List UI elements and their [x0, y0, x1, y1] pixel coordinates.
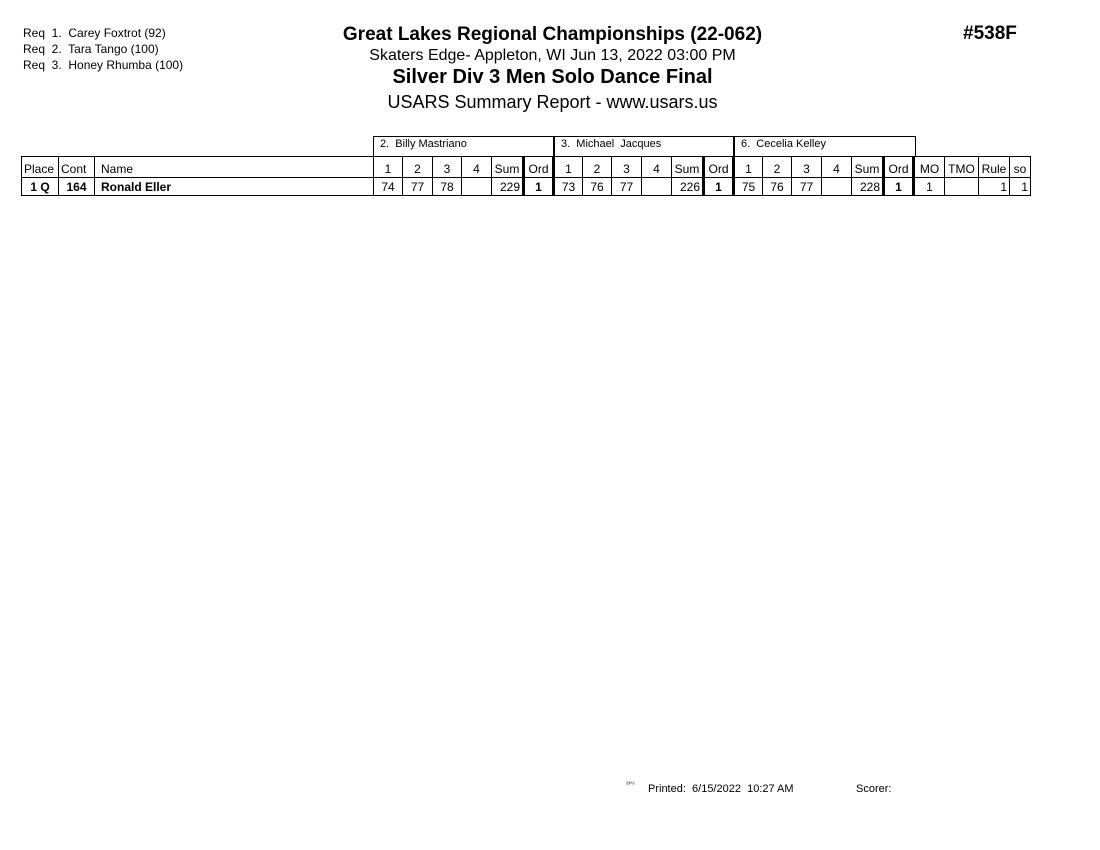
judge-header-3: 6. Cecelia Kelley: [734, 136, 916, 156]
j2-sum: 226: [672, 178, 704, 196]
col-j3-sum: Sum: [852, 157, 884, 178]
skater-name-cell: Ronald Eller: [95, 178, 374, 196]
j3-score-4: [822, 178, 852, 196]
col-tmo: TMO: [945, 157, 979, 178]
j2-score-2: 76: [583, 178, 612, 196]
place-cell: 1 Q: [22, 178, 59, 196]
col-j2-s1: 1: [554, 157, 583, 178]
judge-header-1: 2. Billy Mastriano: [373, 136, 554, 156]
col-j1-sum: Sum: [492, 157, 524, 178]
division-title: Silver Div 3 Men Solo Dance Final: [392, 66, 713, 88]
table-header-row: [22, 157, 1031, 178]
col-name: Name: [95, 157, 374, 178]
j1-score-2: 77: [403, 178, 433, 196]
col-rule: Rule: [979, 157, 1010, 178]
col-cont: Cont: [59, 157, 95, 178]
col-j3-s3: 3: [792, 157, 822, 178]
venue-date: Skaters Edge- Appleton, WI Jun 13, 2022 03:00 PM: [369, 47, 736, 64]
col-j1-s1: 1: [374, 157, 403, 178]
col-j3-s1: 1: [734, 157, 763, 178]
results-table: [21, 156, 1031, 196]
j3-score-1: 75: [734, 178, 763, 196]
col-place: Place: [22, 157, 59, 178]
scorer-label: Scorer:: [856, 783, 892, 795]
printed-timestamp: Printed: 6/15/2022 10:27 AM: [648, 783, 794, 795]
j3-sum: 228: [852, 178, 884, 196]
col-j1-s3: 3: [433, 157, 462, 178]
j2-ordinal: 1: [704, 178, 734, 196]
j3-ordinal: 1: [884, 178, 914, 196]
contestant-number-cell: 164: [59, 178, 95, 196]
col-j2-s4: 4: [642, 157, 672, 178]
rule-cell: 1: [979, 178, 1010, 196]
j1-sum: 229: [492, 178, 524, 196]
col-j3-s4: 4: [822, 157, 852, 178]
footer-code: ²³°³: [626, 782, 635, 788]
col-j2-s3: 3: [612, 157, 642, 178]
so-cell: 1: [1010, 178, 1031, 196]
required-element-2: Req 2. Tara Tango (100): [23, 42, 159, 56]
col-j1-s2: 2: [403, 157, 433, 178]
j1-score-1: 74: [374, 178, 403, 196]
document-id: #538F: [963, 23, 1017, 44]
table-row: [22, 178, 1031, 196]
report-header: [290, 23, 815, 114]
col-j2-ord: Ord: [704, 157, 734, 178]
col-j3-ord: Ord: [884, 157, 914, 178]
j3-score-3: 77: [792, 178, 822, 196]
col-mo: MO: [914, 157, 945, 178]
required-elements-list: [23, 25, 183, 73]
j2-score-3: 77: [612, 178, 642, 196]
j2-score-1: 73: [554, 178, 583, 196]
tmo-cell: [945, 178, 979, 196]
col-j1-s4: 4: [462, 157, 492, 178]
j1-score-3: 78: [433, 178, 462, 196]
j2-score-4: [642, 178, 672, 196]
col-j1-ord: Ord: [524, 157, 554, 178]
col-j2-s2: 2: [583, 157, 612, 178]
col-j3-s2: 2: [763, 157, 792, 178]
report-title: USARS Summary Report - www.usars.us: [387, 92, 718, 112]
j3-score-2: 76: [763, 178, 792, 196]
required-element-3: Req 3. Honey Rhumba (100): [23, 58, 184, 72]
j1-score-4: [462, 178, 492, 196]
col-so: so: [1010, 157, 1031, 178]
judge-header-2: 3. Michael Jacques: [554, 136, 734, 156]
mo-cell: 1: [914, 178, 945, 196]
col-j2-sum: Sum: [672, 157, 704, 178]
required-element-1: Req 1. Carey Foxtrot (92): [23, 26, 166, 40]
j1-ordinal: 1: [524, 178, 554, 196]
event-title: Great Lakes Regional Championships (22-062): [342, 24, 763, 45]
